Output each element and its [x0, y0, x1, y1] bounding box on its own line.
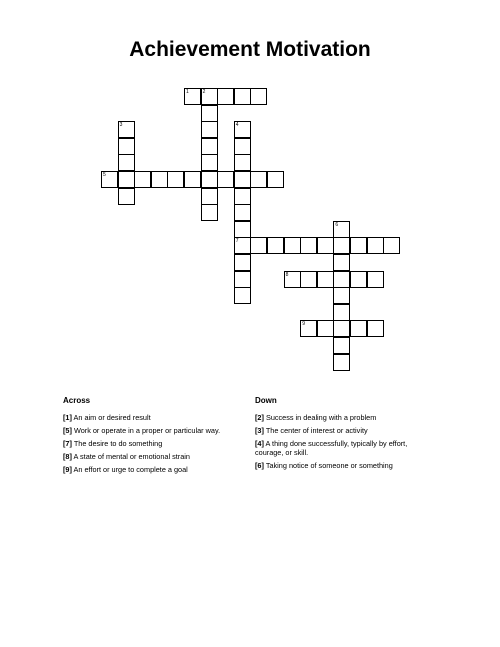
- grid-cell[interactable]: [151, 171, 168, 188]
- cell-number: 6: [335, 221, 339, 228]
- grid-cell[interactable]: [201, 121, 218, 138]
- clue-number: [5]: [63, 426, 72, 435]
- grid-cell[interactable]: [333, 221, 350, 238]
- grid-cell[interactable]: [234, 154, 251, 171]
- grid-cell[interactable]: [201, 171, 218, 188]
- grid-cell[interactable]: [333, 287, 350, 304]
- cell-number: 3: [119, 122, 123, 129]
- grid-cell[interactable]: [300, 320, 317, 337]
- grid-cell[interactable]: [333, 237, 350, 254]
- grid-cell[interactable]: [234, 204, 251, 221]
- grid-cell[interactable]: [367, 271, 384, 288]
- clue-text: A state of mental or emotional strain: [73, 452, 190, 461]
- grid-cell[interactable]: [284, 271, 301, 288]
- clue-item: [255, 426, 435, 435]
- grid-cell[interactable]: [300, 271, 317, 288]
- grid-cell[interactable]: [118, 154, 135, 171]
- grid-cell[interactable]: [234, 221, 251, 238]
- clue-number: [1]: [63, 413, 72, 422]
- grid-cell[interactable]: [234, 188, 251, 205]
- clue-number: [7]: [63, 439, 72, 448]
- grid-cell[interactable]: [267, 237, 284, 254]
- grid-cell[interactable]: [250, 88, 267, 105]
- grid-cell[interactable]: [201, 138, 218, 155]
- grid-cell[interactable]: [317, 237, 334, 254]
- grid-cell[interactable]: [267, 171, 284, 188]
- grid-cell[interactable]: [234, 271, 251, 288]
- grid-cell[interactable]: [333, 254, 350, 271]
- grid-cell[interactable]: [234, 88, 251, 105]
- grid-cell[interactable]: [350, 320, 367, 337]
- clue-text: An effort or urge to complete a goal: [73, 465, 188, 474]
- cell-number: 1: [186, 89, 189, 95]
- grid-cell[interactable]: [250, 237, 267, 254]
- cell-number: 9: [302, 321, 305, 328]
- grid-cell[interactable]: [101, 171, 118, 188]
- clue-number: [6]: [255, 461, 264, 470]
- grid-cell[interactable]: [333, 304, 350, 321]
- down-heading: Down: [255, 396, 277, 405]
- grid-cell[interactable]: [300, 237, 317, 254]
- grid-cell[interactable]: [350, 237, 367, 254]
- grid-cell[interactable]: [333, 320, 350, 337]
- clue-text: Success in dealing with a problem: [265, 413, 377, 422]
- grid-cell[interactable]: [333, 354, 350, 371]
- clue-text: The desire to do something: [73, 439, 163, 448]
- clue-item: [63, 426, 248, 435]
- grid-cell[interactable]: [317, 271, 334, 288]
- grid-cell[interactable]: [217, 171, 234, 188]
- grid-cell[interactable]: [201, 154, 218, 171]
- grid-cell[interactable]: [184, 88, 201, 105]
- puzzle-title: Achievement Motivation: [129, 38, 371, 61]
- grid-cell[interactable]: [317, 320, 334, 337]
- grid-cell[interactable]: [201, 204, 218, 221]
- grid-cell[interactable]: [118, 121, 135, 138]
- grid-cell[interactable]: [234, 287, 251, 304]
- grid-cell[interactable]: [234, 254, 251, 271]
- grid-cell[interactable]: [250, 171, 267, 188]
- grid-cell[interactable]: [201, 188, 218, 205]
- across-heading: Across: [63, 396, 91, 405]
- clue-text: An aim or desired result: [73, 413, 151, 422]
- down-clue-list: [255, 413, 435, 474]
- grid-cell[interactable]: [118, 188, 135, 205]
- clue-item: [63, 413, 248, 422]
- grid-cell[interactable]: [350, 271, 367, 288]
- clue-item: [63, 452, 248, 461]
- grid-cell[interactable]: [333, 271, 350, 288]
- grid-cell[interactable]: [184, 171, 201, 188]
- grid-cell[interactable]: [367, 237, 384, 254]
- clue-number: [9]: [63, 465, 72, 474]
- grid-cell[interactable]: [217, 88, 234, 105]
- grid-cell[interactable]: [234, 171, 251, 188]
- clue-item: [255, 413, 435, 422]
- grid-cell[interactable]: [201, 105, 218, 122]
- grid-cell[interactable]: [234, 138, 251, 155]
- grid-cell[interactable]: [134, 171, 151, 188]
- cell-number: 2: [202, 89, 206, 95]
- cell-number: 8: [285, 271, 289, 278]
- grid-cell[interactable]: [118, 138, 135, 155]
- grid-cell[interactable]: [284, 237, 301, 254]
- grid-cell[interactable]: [234, 121, 251, 138]
- clue-item: [63, 439, 248, 448]
- grid-cell[interactable]: [118, 171, 135, 188]
- grid-cell[interactable]: [367, 320, 384, 337]
- grid-cell[interactable]: [234, 237, 251, 254]
- clue-number: [3]: [255, 426, 264, 435]
- grid-cell[interactable]: [383, 237, 400, 254]
- cell-number: 5: [103, 172, 106, 178]
- cell-number: 7: [235, 238, 239, 245]
- clue-text: A thing done successfully, typically by effort, courage, or skill.: [255, 439, 408, 457]
- clue-item: [255, 461, 435, 470]
- across-clue-list: [63, 413, 248, 478]
- clue-text: The center of interest or activity: [265, 426, 368, 435]
- grid-cell[interactable]: [333, 337, 350, 354]
- clue-number: [4]: [255, 439, 264, 448]
- clue-number: [2]: [255, 413, 264, 422]
- grid-cell[interactable]: [201, 88, 218, 105]
- clue-text: Taking notice of someone or something: [265, 461, 393, 470]
- grid-cell[interactable]: [167, 171, 184, 188]
- clue-number: [8]: [63, 452, 72, 461]
- clue-item: [63, 465, 248, 474]
- clue-item: [255, 439, 435, 457]
- cell-number: 4: [235, 122, 239, 129]
- clue-text: Work or operate in a proper or particular way.: [73, 426, 221, 435]
